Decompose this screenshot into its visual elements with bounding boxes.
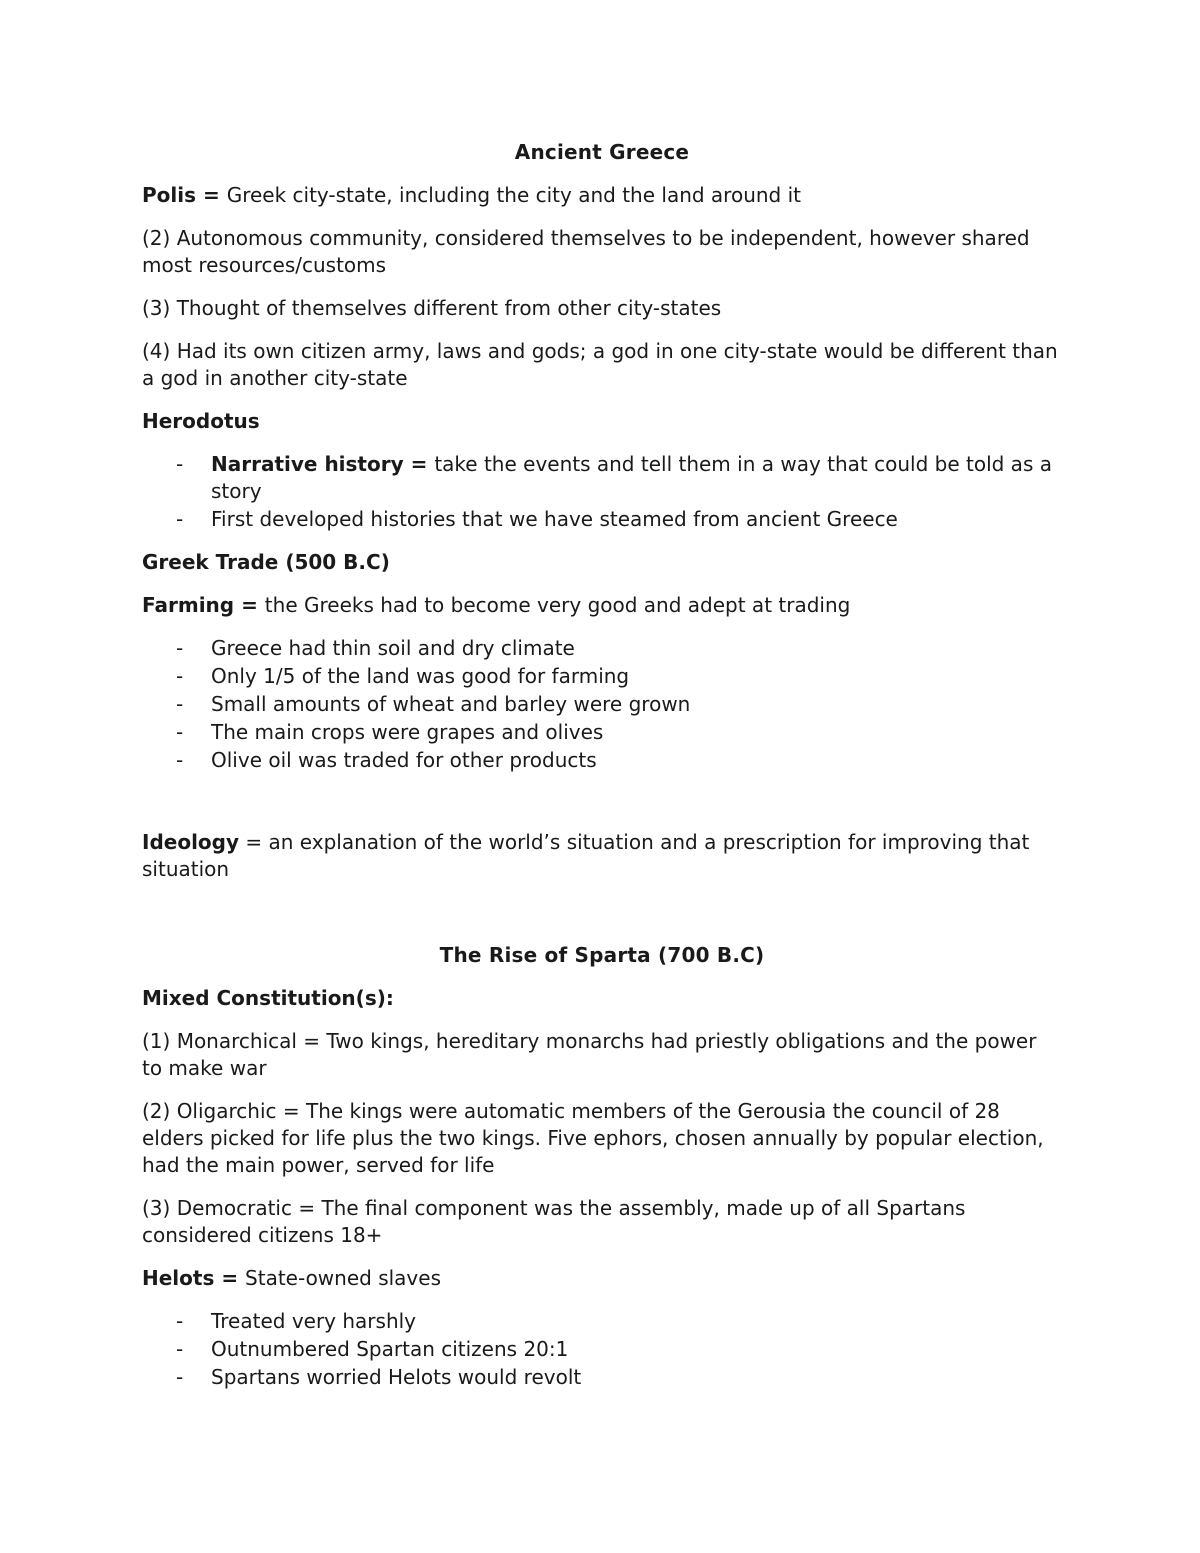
list-item — [142, 1364, 1062, 1391]
list-item — [142, 635, 1062, 662]
list-item-text: Only 1/5 of the land was good for farming — [211, 664, 630, 688]
herodotus-list — [142, 451, 1062, 533]
list-item-text: Spartans worried Helots would revolt — [211, 1365, 582, 1389]
polis-term: Polis = — [142, 183, 227, 207]
list-item — [142, 506, 1062, 533]
constitution-point-1: (1) Monarchical = Two kings, hereditary monarchs had priestly obligations and the power to make war — [142, 1029, 1037, 1080]
dash-bullet: - — [176, 1309, 184, 1333]
polis-point-4: (4) Had its own citizen army, laws and gods; a god in one city-state would be different than a god in another city-state — [142, 339, 1058, 390]
list-item-text: Small amounts of wheat and barley were grown — [211, 692, 691, 716]
list-item-text: The main crops were grapes and olives — [211, 720, 604, 744]
dash-bullet: - — [176, 748, 184, 772]
list-item — [142, 1308, 1062, 1335]
dash-bullet: - — [176, 664, 184, 688]
dash-bullet: - — [176, 1337, 184, 1361]
helots-definition — [142, 1265, 1062, 1292]
herodotus-heading: Herodotus — [142, 409, 260, 433]
farming-term: Farming = — [142, 593, 265, 617]
document-page — [142, 139, 1062, 1407]
spacer — [142, 899, 1062, 942]
list-item-text: Treated very harshly — [211, 1309, 417, 1333]
sparta-title: The Rise of Sparta (700 B.C) — [439, 943, 765, 967]
dash-bullet: - — [176, 452, 184, 476]
ideology-definition — [142, 829, 1062, 883]
dash-bullet: - — [176, 636, 184, 660]
polis-def: Greek city-state, including the city and the land around it — [226, 183, 801, 207]
ideology-def: = an explanation of the world’s situation and a prescription for improving that situation — [142, 830, 1030, 881]
dash-bullet: - — [176, 720, 184, 744]
dash-bullet: - — [176, 507, 184, 531]
page-title: Ancient Greece — [514, 140, 690, 164]
list-item — [142, 691, 1062, 718]
narrative-history-text: take the events and tell them in a way that could be told as a story — [211, 452, 1052, 503]
constitution-point-3: (3) Democratic = The final component was the assembly, made up of all Spartans considered citizens 18+ — [142, 1196, 966, 1247]
list-item — [142, 747, 1062, 774]
polis-point-3: (3) Thought of themselves different from other city-states — [142, 296, 722, 320]
list-item-text: Outnumbered Spartan citizens 20:1 — [211, 1337, 569, 1361]
list-item — [142, 663, 1062, 690]
spacer — [142, 790, 1062, 829]
narrative-history-term: Narrative history = — [211, 452, 435, 476]
mixed-constitution-heading: Mixed Constitution(s): — [142, 986, 394, 1010]
list-item — [142, 451, 1062, 505]
polis-point-2: (2) Autonomous community, considered themselves to be independent, however shared most resources/customs — [142, 226, 1030, 277]
dash-bullet: - — [176, 692, 184, 716]
list-item-text: First developed histories that we have steamed from ancient Greece — [211, 507, 898, 531]
constitution-point-2: (2) Oligarchic = The kings were automatic members of the Gerousia the council of 28 elders picked for life plus the two kings. Five ephors, chosen annually by popular election, had the main power, served for life — [142, 1099, 1044, 1177]
helots-def: State-owned slaves — [245, 1266, 441, 1290]
greek-trade-heading: Greek Trade (500 B.C) — [142, 550, 390, 574]
polis-definition — [142, 182, 1062, 209]
dash-bullet: - — [176, 1365, 184, 1389]
farming-def: the Greeks had to become very good and adept at trading — [264, 593, 851, 617]
list-item — [142, 719, 1062, 746]
helots-term: Helots = — [142, 1266, 246, 1290]
list-item — [142, 1336, 1062, 1363]
list-item-text: Greece had thin soil and dry climate — [211, 636, 575, 660]
ideology-term: Ideology — [142, 830, 240, 854]
farming-definition — [142, 592, 1062, 619]
farming-list — [142, 635, 1062, 774]
helots-list — [142, 1308, 1062, 1391]
list-item-text: Olive oil was traded for other products — [211, 748, 597, 772]
